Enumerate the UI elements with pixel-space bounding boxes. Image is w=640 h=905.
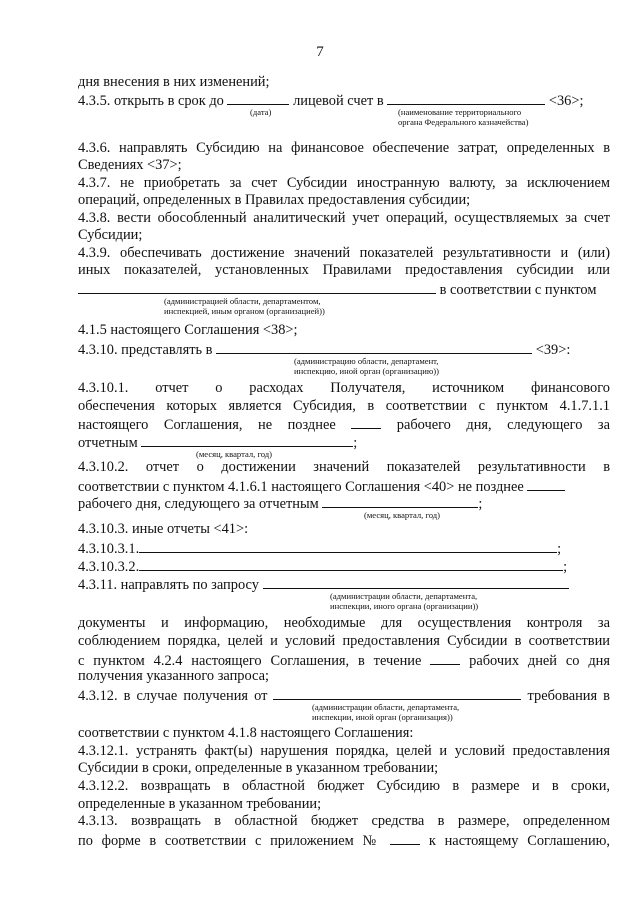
caption-sender-2: инспекции, иной орган (организация)) (312, 712, 453, 722)
text-line: 4.3.9. обеспечивать достижение значений показателей результативности и (или) (78, 245, 610, 261)
text-line: 4.3.12.2. возвращать в областной бюджет Субсидию в размере и в сроки, (78, 778, 610, 794)
recipient-blank-line (216, 340, 532, 354)
caption-period: (месяц, квартал, год) (196, 449, 273, 459)
caption-period: (месяц, квартал, год) (364, 510, 441, 520)
text-line: соблюдением порядка, целей и условий предоставления Субсидии в соответствии (78, 633, 610, 649)
caption-date: (дата) (250, 107, 272, 117)
text-line: операций, определенных в Правилах предоставления субсидии; (78, 192, 471, 208)
period-blank-line (322, 494, 478, 508)
authority-blank-line (78, 280, 436, 294)
text-fragment: 4.3.5. открыть в срок до (78, 93, 224, 109)
text-line: 4.3.8. вести обособленный аналитический учет операций, осуществляемых за счет (78, 210, 610, 226)
text-fragment: <39>: (535, 342, 571, 358)
day-blank-line (527, 477, 565, 491)
paragraph-4-3-10-1-line3 (78, 415, 610, 434)
caption-authority-1: (администрацией области, департаментом, (164, 296, 321, 306)
text-fragment: ; (563, 559, 568, 575)
paragraph-4-3-13-line2 (78, 831, 610, 850)
text-line: 4.3.7. не приобретать за счет Субсидии иностранную валюту, за исключением (78, 175, 610, 191)
text-fragment: ; (353, 435, 358, 451)
paragraph-4-3-10-3-2 (78, 557, 610, 576)
caption-requester-2: инспекции, иного органа (организации)) (330, 601, 479, 611)
text-fragment: требования в (527, 688, 610, 704)
text-line: 4.3.10.3. иные отчеты <41>: (78, 521, 249, 537)
report-blank-line (139, 557, 563, 571)
text-fragment: 4.3.11. направлять по запросу (78, 577, 259, 593)
text-line: соответствии с пунктом 4.1.8 настоящего Соглашения: (78, 725, 414, 741)
text-line: обеспечения которых является Субсидия, в соответствии с пунктом 4.1.7.1.1 (78, 398, 610, 414)
text-fragment: <36>; (548, 93, 584, 109)
text-fragment: рабочего дня, следующего за отчетным (78, 496, 319, 512)
appendix-number-blank-line (390, 831, 420, 845)
paragraph-4-3-10-3-1 (78, 539, 610, 558)
text-fragment: к настоящему Соглашению, (428, 833, 610, 849)
text-line: получения указанного запроса; (78, 668, 269, 684)
text-fragment: лицевой счет в (293, 93, 384, 109)
text-line: 4.3.10.2. отчет о достижении значений показателей результативности в (78, 459, 610, 475)
text-line: Субсидии; (78, 227, 143, 243)
caption-sender-1: (администрации области, департамента, (312, 702, 460, 712)
requester-blank-line (263, 575, 569, 589)
text-fragment: 4.3.12. в случае получения от (78, 688, 268, 704)
caption-requester-1: (администрации области, департамента, (330, 591, 478, 601)
text-fragment: ; (557, 541, 562, 557)
caption-treasury-1: (наименование территориального (398, 107, 522, 117)
text-fragment: с пунктом 4.2.4 настоящего Соглашения, в течение (78, 653, 422, 669)
text-line: Сведениях <37>; (78, 157, 182, 173)
text-line: документы и информацию, необходимые для осуществления контроля за (78, 615, 610, 631)
page-number: 7 (316, 44, 324, 60)
report-blank-line (139, 539, 557, 553)
text-line: 4.3.10.1. отчет о расходах Получателя, источником финансового (78, 380, 610, 396)
text-line: дня внесения в них изменений; (78, 74, 270, 90)
text-fragment: отчетным (78, 435, 138, 451)
text-line: 4.3.13. возвращать в областной бюджет средства в размере, определенном (78, 813, 610, 829)
sender-blank-line (273, 686, 521, 700)
paragraph-4-3-10-1-line4 (78, 433, 610, 452)
treasury-blank-line (387, 91, 545, 105)
text-fragment: 4.3.10. представлять в (78, 342, 213, 358)
text-fragment: 4.3.10.3.1. (78, 541, 140, 557)
text-line: определенные в указанном требовании; (78, 796, 322, 812)
text-fragment: рабочего дня, следующего за (396, 417, 610, 433)
text-fragment: рабочих дней со дня (469, 653, 610, 669)
caption-recipient-1: (администрацию области, департамент, (294, 356, 439, 366)
paragraph-4-3-5 (78, 91, 610, 110)
text-line: Субсидии в сроки, определенные в указанном требовании; (78, 760, 439, 776)
paragraph-4-3-9-blank (78, 280, 610, 299)
text-fragment: настоящего Соглашения, не позднее (78, 417, 336, 433)
text-line: 4.3.6. направлять Субсидию на финансовое обеспечение затрат, определенных в (78, 140, 610, 156)
caption-recipient-2: инспекцию, иной орган (организацию)) (294, 366, 439, 376)
text-fragment: по форме в соответствии с приложением № (78, 833, 382, 849)
paragraph-4-3-10-2-line3 (78, 494, 610, 513)
text-fragment: ; (478, 496, 483, 512)
day-blank-line (351, 415, 381, 429)
days-blank-line (430, 651, 460, 665)
text-line: 4.1.5 настоящего Соглашения <38>; (78, 322, 298, 338)
period-blank-line (141, 433, 353, 447)
caption-treasury-2: органа Федерального казначейства) (398, 117, 529, 127)
caption-authority-2: инспекцией, иным органом (организацией)) (164, 306, 325, 316)
text-line: иных показателей, установленных Правилами предоставления субсидии или (78, 262, 610, 278)
text-fragment: соответствии с пунктом 4.1.6.1 настоящего Соглашения <40> не позднее (78, 479, 524, 495)
text-line: 4.3.12.1. устранять факт(ы) нарушения порядка, целей и условий предоставления (78, 743, 610, 759)
text-fragment: 4.3.10.3.2. (78, 559, 140, 575)
text-fragment: в соответствии с пунктом (439, 282, 597, 298)
date-blank-line (227, 91, 289, 105)
